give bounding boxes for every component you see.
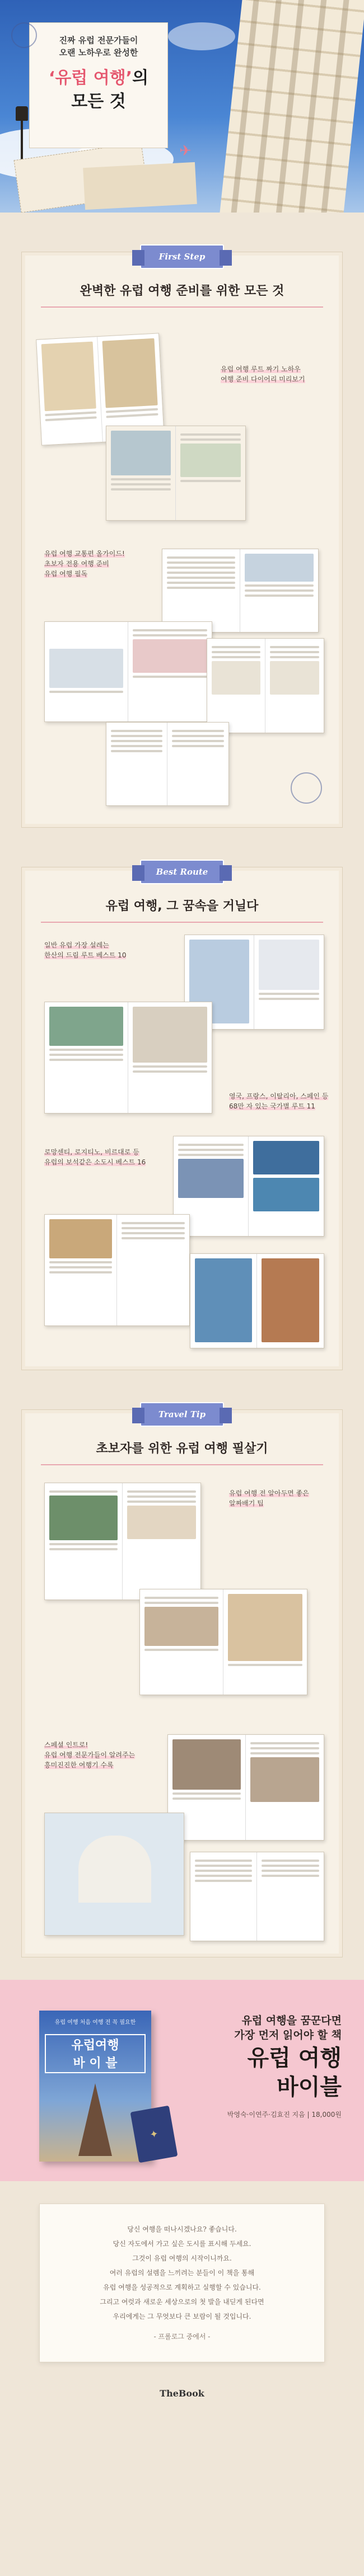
hero-title-card [29, 22, 168, 148]
ticket-image [83, 162, 197, 210]
hero-subtitle-line: 오랜 노하우로 완성한 [59, 48, 138, 58]
feature-note-line: 한산의 드림 루트 베스트 10 [44, 951, 127, 959]
book-spread-image [162, 549, 319, 633]
hero-title-text: 의 [132, 68, 149, 88]
ribbon-label: First Step [158, 252, 206, 262]
feature-note-line: 유럽 여행 교통편 올가이드! [44, 550, 125, 558]
pisa-tower-image [218, 0, 364, 213]
promo-text [227, 2013, 342, 2119]
book-spread-image [167, 1734, 324, 1841]
prologue-line: 우리에게는 그 무엇보다 큰 보람이 될 것입니다. [113, 2313, 251, 2320]
book-spread-image [190, 1852, 324, 1941]
hero-banner [0, 0, 364, 213]
cover-tagline: 유럽 여행 처음 여행 전 꼭 필요한 [54, 2020, 136, 2026]
book-spread-image [106, 722, 229, 806]
feature-note [44, 1147, 156, 1167]
photo-image [44, 1813, 184, 1936]
prologue-letter [39, 2204, 325, 2362]
promo-lead: 가장 먼저 읽어야 할 책 [234, 2029, 342, 2041]
section-divider [41, 922, 323, 923]
book-spread-image [44, 1214, 190, 1326]
postmark-stamp-icon [11, 22, 37, 48]
section-title: 유럽 여행, 그 꿈속을 거닐다 [105, 899, 259, 913]
book-spread-image [173, 1136, 324, 1237]
feature-note-line: 초보자 전용 여행 준비 [44, 560, 109, 568]
feature-note-line: 유럽 여행 루트 짜기 노하우 [221, 365, 301, 373]
feature-note [221, 364, 333, 384]
book-spread-image [44, 1002, 212, 1114]
feature-note-line: 스페셜 인트로! [44, 1741, 88, 1749]
section-ribbon [140, 860, 224, 884]
feature-note [44, 1740, 156, 1770]
cover-title [45, 2034, 146, 2073]
ribbon-label: Travel Tip [158, 1409, 206, 1419]
feature-note-line: 알짜배기 팁 [229, 1499, 264, 1507]
section-divider [41, 306, 323, 308]
feature-note [44, 940, 156, 960]
prologue-signature: - 프롤로그 중에서 - [153, 2333, 211, 2341]
eiffel-tower-image [78, 2083, 112, 2156]
promo-lead: 유럽 여행을 꿈꾼다면 [241, 2014, 342, 2027]
feature-note-line: 여행 준비 다이어리 미리보기 [221, 375, 305, 383]
feature-note [229, 1488, 341, 1508]
feature-note [229, 1091, 341, 1111]
feature-note-line: 흥미진진한 여행기 수록 [44, 1761, 114, 1769]
feature-note-line: 68만 자 있는 국가별 루트 11 [229, 1102, 315, 1110]
section-title: 완벽한 유럽 여행 준비를 위한 모든 것 [80, 284, 284, 298]
airplane-icon: ✈ [179, 143, 192, 159]
prologue-line: 그것이 유럽 여행의 시작이니까요. [132, 2254, 232, 2262]
passport-icon: ✦ [130, 2106, 178, 2163]
promo-author-price: 박영숙·이연주·김효진 지음 | 18,000원 [227, 2111, 342, 2119]
book-spread-image [207, 638, 324, 733]
promo-book-title: 바이블 [277, 2074, 342, 2100]
hero-title-highlight: ‘유럽 여행’ [48, 68, 133, 88]
hero-title-text: 모든 것 [71, 92, 126, 111]
travel-tip-section [21, 1409, 343, 1957]
feature-note-line: 유럽의 보석같은 소도시 베스트 16 [44, 1158, 146, 1166]
hero-subtitle [38, 34, 160, 59]
promo-book-title: 유럽 여행 [247, 2045, 342, 2071]
publisher-logo: TheBook [160, 2388, 204, 2399]
feature-note-line: 영국, 프랑스, 이탈리아, 스페인 등 [229, 1092, 329, 1100]
prologue-line: 당신 자도에서 가고 싶은 도시를 표시해 두세요. [113, 2240, 251, 2248]
feature-note-line: 유럽 여행 전 알아두면 좋은 [229, 1489, 309, 1497]
section-divider [41, 1464, 323, 1465]
book-spread-image [139, 1589, 307, 1695]
book-spread-image [190, 1253, 324, 1348]
hero-subtitle-line: 진짜 유럽 전문가들이 [59, 35, 138, 45]
section-title: 초보자를 위한 유럽 여행 필살기 [96, 1442, 268, 1456]
prologue-line: 유럽 여행을 성공적으로 계획하고 실행할 수 있습니다. [103, 2284, 261, 2291]
prologue-line: 당신 여행을 떠나시겠나요? 좋습니다. [127, 2225, 237, 2233]
cover-title-line: 바 이 블 [73, 2056, 118, 2070]
best-route-section [21, 867, 343, 1370]
book-spread-image [44, 621, 212, 722]
cover-title-line: 유럽여행 [71, 2039, 119, 2053]
hero-title [38, 67, 160, 114]
postmark-stamp-icon [291, 772, 322, 804]
first-step-section [21, 252, 343, 828]
feature-note-line: 로망센티, 로지티노, 비르대로 등 [44, 1148, 139, 1156]
section-ribbon [140, 244, 224, 269]
prologue-line: 여러 유럽의 설렘을 느끼려는 분들이 이 책을 통해 [109, 2269, 255, 2277]
prologue-section [0, 2181, 364, 2379]
book-spread-image [44, 1483, 201, 1600]
feature-note-line: 일반 유럽 가장 설레는 [44, 941, 109, 949]
feature-note-line: 유럽 여행 전문가들이 알려주는 [44, 1751, 136, 1759]
book-spread-image [106, 426, 246, 521]
prologue-line: 그리고 여럿과 새로운 세상으로의 첫 발을 내딛게 된다면 [100, 2298, 264, 2306]
ribbon-label: Best Route [156, 867, 208, 877]
feature-note-line: 유럽 여행 필독 [44, 570, 88, 578]
section-ribbon [140, 1402, 224, 1427]
feature-note [44, 549, 145, 579]
book-promo-banner [0, 1980, 364, 2181]
